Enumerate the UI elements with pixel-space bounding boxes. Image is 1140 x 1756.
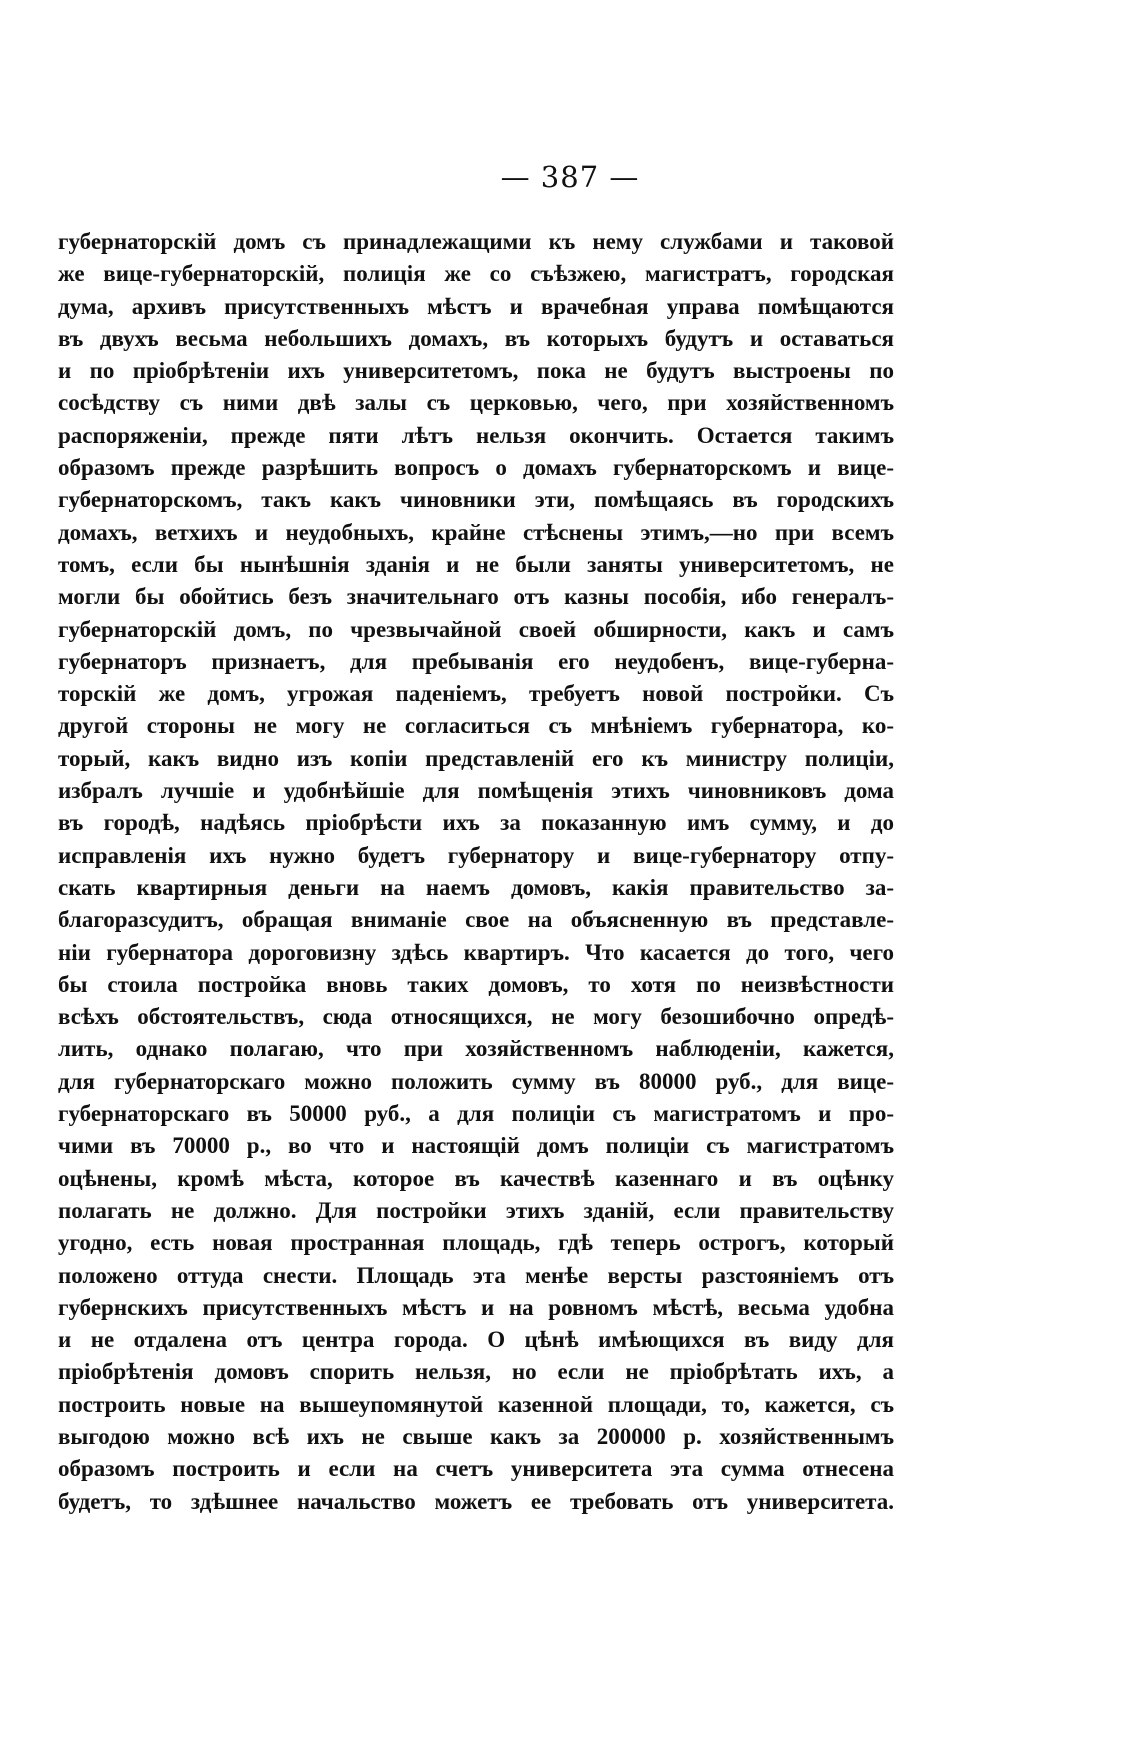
text-line: полагать не должно. Для постройки этихъ зданій, если правительству <box>58 1197 894 1223</box>
text-line: всѣхъ обстоятельствъ, сюда относящихся, не могу безошибочно опредѣ- <box>58 1004 894 1030</box>
text-line: томъ, если бы нынѣшнія зданія и не были заняты университетомъ, не <box>58 551 894 577</box>
text-line: же вице-губернаторскій, полиція же со съѣзжею, магистратъ, городская <box>58 261 894 287</box>
text-line: губернскихъ присутственныхъ мѣстъ и на ровномъ мѣстѣ, весьма удобна <box>58 1294 894 1320</box>
text-line: чими въ 70000 р., во что и настоящій домъ полиціи съ магистратомъ <box>58 1133 894 1159</box>
text-line: ніи губернатора дороговизну здѣсь квартиръ. Что касается до того, чего <box>58 939 894 965</box>
text-line: положено оттуда снести. Площадь эта менѣе версты разстояніемъ отъ <box>58 1262 894 1288</box>
text-line: и не отдалена отъ центра города. О цѣнѣ имѣющихся въ виду для <box>58 1327 894 1353</box>
text-line: угодно, есть новая пространная площадь, гдѣ теперь острогъ, который <box>58 1230 894 1256</box>
text-line: исправленія ихъ нужно будетъ губернатору и вице-губернатору отпу- <box>58 842 894 868</box>
text-line: губернаторскаго въ 50000 руб., а для полиціи съ магистратомъ и про- <box>58 1101 894 1127</box>
text-line: оцѣнены, кромѣ мѣста, которое въ качествѣ казеннаго и въ оцѣнку <box>58 1165 894 1191</box>
text-line: построить новые на вышеупомянутой казенной площади, то, кажется, съ <box>58 1391 894 1417</box>
text-line: для губернаторскаго можно положить сумму въ 80000 руб., для вице- <box>58 1068 894 1094</box>
text-line: выгодою можно всѣ ихъ не свыше какъ за 200000 р. хозяйственнымъ <box>58 1423 894 1449</box>
text-line: губернаторъ признаетъ, для пребыванія его неудобенъ, вице-губерна- <box>58 648 894 674</box>
text-line: образомъ построить и если на счетъ университета эта сумма отнесена <box>58 1456 894 1482</box>
body-text <box>58 226 894 1518</box>
text-line: домахъ, ветхихъ и неудобныхъ, крайне стѣснены этимъ,—но при всемъ <box>58 519 894 545</box>
text-line: избралъ лучшіе и удобнѣйшіе для помѣщенія этихъ чиновниковъ дома <box>58 778 894 804</box>
text-line: распоряженіи, прежде пяти лѣтъ нельзя окончить. Остается такимъ <box>58 422 894 448</box>
text-line: лить, однако полагаю, что при хозяйственномъ наблюденіи, кажется, <box>58 1036 894 1062</box>
text-line: скать квартирныя деньги на наемъ домовъ, какія правительство за- <box>58 874 894 900</box>
text-line: благоразсудитъ, обращая вниманіе свое на объясненную въ представле- <box>58 907 894 933</box>
text-line: бы стоила постройка вновь таких домовъ, то хотя по неизвѣстности <box>58 971 894 997</box>
text-line: могли бы обойтись безъ значительнаго отъ казны пособія, ибо генералъ- <box>58 584 894 610</box>
text-line: другой стороны не могу не согласиться съ мнѣніемъ губернатора, ко- <box>58 713 894 739</box>
text-line: губернаторскій домъ съ принадлежащими къ нему службами и таковой <box>58 229 894 254</box>
text-line: сосѣдству съ ними двѣ залы съ церковью, чего, при хозяйственномъ <box>58 390 894 416</box>
text-line: и по пріобрѣтеніи ихъ университетомъ, пока не будутъ выстроены по <box>58 358 894 384</box>
page-number: — 387 — <box>500 160 640 194</box>
text-line: въ городѣ, надѣясь пріобрѣсти ихъ за показанную имъ сумму, и до <box>58 810 894 836</box>
text-line: будетъ, то здѣшнее начальство можетъ ее требовать отъ университета. <box>58 1488 894 1514</box>
text-line: въ двухъ весьма небольшихъ домахъ, въ которыхъ будутъ и оставаться <box>58 325 894 351</box>
text-line: торый, какъ видно изъ копіи представленій его къ министру полиціи, <box>58 745 894 771</box>
text-line: пріобрѣтенія домовъ спорить нельзя, но если не пріобрѣтать ихъ, а <box>58 1359 894 1385</box>
text-line: губернаторскомъ, такъ какъ чиновники эти, помѣщаясь въ городскихъ <box>58 487 894 513</box>
text-line: торскій же домъ, угрожая паденіемъ, требуетъ новой постройки. Съ <box>58 681 894 707</box>
text-line: дума, архивъ присутственныхъ мѣстъ и врачебная управа помѣщаются <box>58 293 894 319</box>
text-line: образомъ прежде разрѣшить вопросъ о домахъ губернаторскомъ и вице- <box>58 455 894 481</box>
text-line: губернаторскій домъ, по чрезвычайной своей обширности, какъ и самъ <box>58 616 894 642</box>
